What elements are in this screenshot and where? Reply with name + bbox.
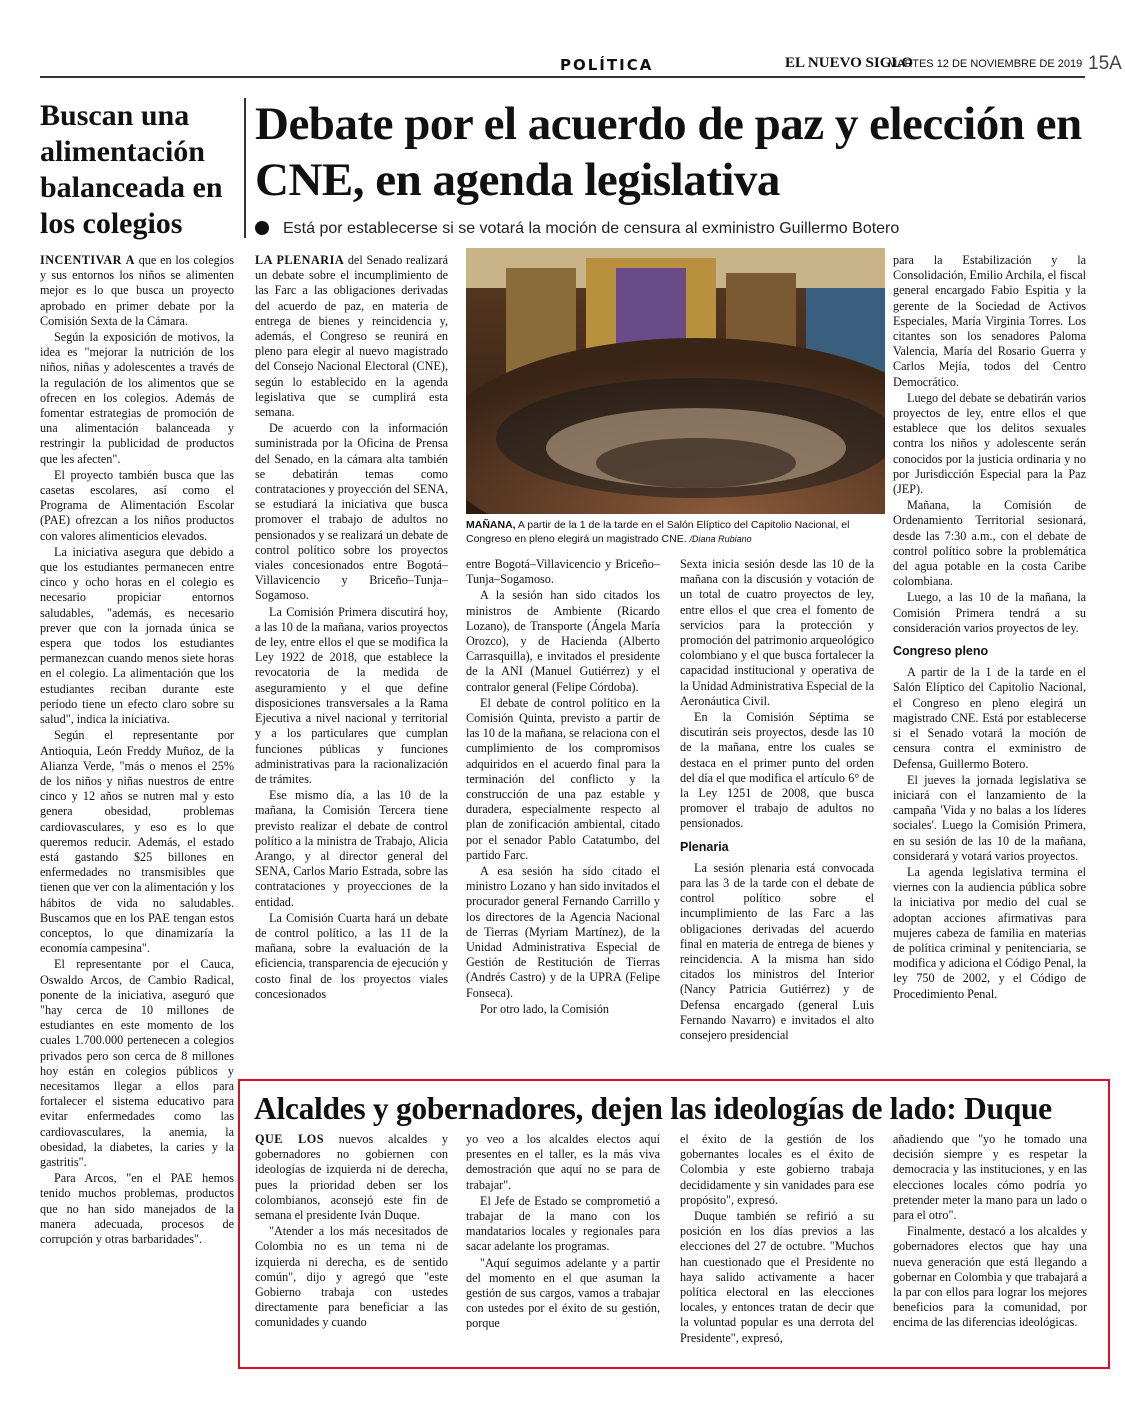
- paragraph: Luego, a las 10 de la mañana, la Comisión Primera tendrá a su consideración varios proyectos de ley.: [893, 590, 1086, 635]
- paragraph: El jueves la jornada legislativa se iniciará con el lanzamiento de la campaña 'Vida y no balas a los líderes sociales'. Luego la Comisión Primera, en su sesión de las 10 de la mañana, considerará y votará varios proyectos.: [893, 772, 1086, 863]
- paragraph: El Jefe de Estado se comprometió a trabajar de la mano con los mandatarios locales y regionales para sacar adelante los programas.: [466, 1193, 660, 1254]
- newspaper-name: EL NUEVO SIGLO: [785, 55, 914, 71]
- main-article-headline: Debate por el acuerdo de paz y elección en CNE, en agenda legislativa: [255, 98, 1082, 206]
- left-article-headline: Buscan una alimentación balanceada en los colegios: [40, 99, 223, 240]
- paragraph: Sexta inicia sesión desde las 10 de la mañana con la discusión y votación de un total de cuatro proyectos de ley, entre ellos el que crea el fomento de servicios para la protección y promoción del patrimonio arqueológico colombiano y el que busca fortalecer la capacidad institucional y operativa de la Unidad Administrativa Especial de la Aeronáutica Civil.: [680, 557, 874, 708]
- paragraph: Luego del debate se debatirán varios proyectos de ley, entre ellos el que establece que los delitos sexuales contra los niños y adolescente serán conocidos por la justicia ordinaria y no por Jurisdicción Especial para la Paz (JEP).: [893, 390, 1086, 497]
- page-header: [40, 53, 1122, 78]
- paragraph: La Comisión Primera discutirá hoy, a las 10 de la mañana, varios proyectos de ley, entre ellos el que se modifica la Ley 1922 de 2018, que establece la revocatoria de la medida de aseguramiento y el que define disposiciones transversales a la Rama Ejecutiva a nivel nacional y territorial y a los particulares que cumplan funciones públicas y funciones administrativas para la racionalización de trámites.: [255, 604, 448, 786]
- boxed-article-column-1: [255, 1132, 448, 1332]
- paragraph: QUE LOS nuevos alcaldes y gobernadores no gobiernen con ideologías de izquierda ni de derecha, pues la prioridad deben ser los colombianos, aconsejó este fin de semana el presidente Iván Duque.: [255, 1132, 448, 1223]
- left-article-body: [40, 253, 234, 1248]
- paragraph: El proyecto también busca que las casetas escolares, así como el Programa de Alimentación Escolar (PAE) ofrezcan a los niños productos con valores alimenticios elevados.: [40, 467, 234, 543]
- paragraph: "Atender a los más necesitados de Colombia no es un tema ni de izquierda ni derecha, es de sentido común", dijo y agregó que "este Gobierno trabaja con ustedes directamente para beneficiar a las comunidades y cuando: [255, 1224, 448, 1330]
- paragraph: La sesión plenaria está convocada para las 3 de la tarde con el debate de control político sobre el incumplimiento de las Farc a las obligaciones derivadas del acuerdo final en materia de entrega de bienes y reincidencia. A la misma han sido citados los ministros del Interior (Nancy Patricia Gutiérrez) y de Defensa encargado (general Luis Fernando Navarro) e invitados el alto consejero presidencial: [680, 860, 874, 1043]
- paragraph: INCENTIVAR A que en los colegios y sus entornos los niños se alimenten mejor es lo que busca un proyecto aprobado en primer debate por la Comisión Sexta de la Cámara.: [40, 253, 234, 328]
- photo-caption: MAÑANA, A partir de la 1 de la tarde en el Salón Elíptico del Capitolio Nacional, el Congreso en pleno elegirá un magistrado CNE. /Diana Rubiano: [466, 519, 850, 545]
- paragraph: En la Comisión Séptima se discutirán seis proyectos, desde las 10 de la mañana, entre los cuales se destaca en el primer punto del orden del día el que modifica el artículo 6° de la Ley 1251 de 2008, que busca promover el trabajo de adultos no pensionados.: [680, 710, 874, 831]
- main-article-column-3: [680, 557, 874, 1044]
- subhead-text: Está por establecerse si se votará la moción de censura al exministro Guillermo Botero: [283, 220, 900, 237]
- subheading: Congreso pleno: [893, 644, 989, 659]
- boxed-article-column-2: [466, 1132, 660, 1333]
- paragraph: LA PLENARIA del Senado realizará un debate sobre el incumplimiento de las Farc a las obligaciones derivadas del acuerdo de paz, en materia de entrega de bienes y reincidencia y, además, el Congreso se reunirá en pleno para elegir al nuevo magistrado del Consejo Nacional Electoral (CNE), según lo establecido en la agenda legislativa que se cumplirá esta semana.: [255, 253, 448, 420]
- lead-words: QUE LOS: [255, 1132, 325, 1146]
- issue-date: MARTES 12 DE NOVIEMBRE DE 2019: [888, 58, 1083, 70]
- paragraph: yo veo a los alcaldes electos aquí presentes en el taller, es la más viva demostración que aquí no se para de trabajar".: [466, 1132, 660, 1192]
- bullet-icon: [255, 221, 269, 235]
- main-article-column-2: [466, 557, 660, 1018]
- lead-words: INCENTIVAR A: [40, 253, 135, 267]
- paragraph: A partir de la 1 de la tarde en el Salón Elíptico del Capitolio Nacional, el Congreso en pleno elegirá un magistrado CNE. Está por establecerse si el Senado votará la moción de censura contra el exministro de Defensa, Guillermo Botero.: [893, 665, 1086, 771]
- boxed-article-headline: Alcaldes y gobernadores, dejen las ideologías de lado: Duque: [254, 1091, 1052, 1126]
- paragraph: Finalmente, destacó a los alcaldes y gobernadores electos que hay una nueva generación que está llegando a gobernar en Colombia y que trabajará a la par con ellos para lograr los mejores beneficios para la comunidad, por encima de las diferencias ideológicas.: [893, 1224, 1087, 1330]
- paragraph: "Aquí seguimos adelante y a partir del momento en el que asuman la gestión de sus cargos, vamos a trabajar con ustedes por el éxito de su gestión, porque: [466, 1255, 660, 1331]
- page-number: 15A: [1088, 53, 1122, 74]
- headline-divider: [244, 98, 246, 238]
- photo-credit: /Diana Rubiano: [689, 534, 752, 544]
- boxed-article-column-4: [893, 1132, 1087, 1332]
- lead-words: LA PLENARIA: [255, 253, 345, 267]
- section-name: POLÍTICA: [560, 56, 654, 74]
- main-article-column-4: [893, 253, 1086, 1003]
- paragraph: La iniciativa asegura que debido a que los estudiantes permanecen entre cinco y ocho horas en el colegio es necesario propiciar entornos saludables, "además, es necesario prever que con la jornada única se espera que todos los estudiantes permanezcan cuando menos siete horas en el colegio. La alimentación que los estudiantes reciban durante este período tiene un efecto claro sobre su salud", indica la iniciativa.: [40, 544, 234, 727]
- paragraph: A la sesión han sido citados los ministros de Ambiente (Ricardo Lozano), de Transporte (Ángela María Orozco), y de Hacienda (Alberto Carrasquilla), e invitados el presidente de la ANI (Manuel Gutiérrez) y el contralor general (Felipe Córdoba).: [466, 588, 660, 694]
- main-article-subhead: [255, 220, 1095, 238]
- paragraph: el éxito de la gestión de los gobernantes locales es el éxito de Colombia y este gobierno trabaja decididamente y sin vanidades para ese propósito", expresó.: [680, 1132, 874, 1207]
- paragraph: Para Arcos, "en el PAE hemos tenido muchos problemas, productos que no han sido manejados de la manera adecuada, procesos de corrupción y otras barbaridades".: [40, 1171, 234, 1246]
- paragraph: añadiendo que "yo he tomado una decisión siempre y es respetar la democracia y las instituciones, y en las elecciones locales cómo podría yo pretender meter la mano para un lado o para el otro".: [893, 1132, 1087, 1223]
- boxed-article-column-3: [680, 1132, 874, 1347]
- paragraph: Según la exposición de motivos, la idea es "mejorar la nutrición de los niños, niñas y adolescentes a través de la regulación de los alimentos que se ofrecen en los colegios. Además de fomentar estrategias de promoción de una alimentación balanceada y restringir la publicidad de productos que les afecten".: [40, 330, 234, 466]
- main-article-column-1: [255, 253, 448, 1003]
- paragraph: De acuerdo con la información suministrada por la Oficina de Prensa del Senado, en la cámara alta también se debatirán temas como contrataciones y proyección del SENA, se estudiará la iniciativa que busca promover el trabajo de adultos no pensionados y se realizará un debate de control político sobre los proyectos viales concesionados entre Bogotá–Villavicencio y Briceño–Tunja–Sogamoso.: [255, 421, 448, 603]
- paragraph: El debate de control político en la Comisión Quinta, previsto a partir de las 10 de la mañana, se relaciona con el cumplimiento de los compromisos adquiridos en el acuerdo final para la terminación del conflicto y la construcción de una paz estable y duradera, especialmente respecto al plan de zonificación ambiental, citado por el senador Pablo Catatumbo, del partido Farc.: [466, 695, 660, 862]
- paragraph: entre Bogotá–Villavicencio y Briceño–Tunja–Sogamoso.: [466, 557, 660, 587]
- paragraph: Mañana, la Comisión de Ordenamiento Territorial sesionará, desde las 7:30 a.m., con el debate de control político sobre la problemática del agua potable en la costa Caribe colombiana.: [893, 498, 1086, 589]
- paragraph: La Comisión Cuarta hará un debate de control político, a las 11 de la mañana, sobre la evaluación de la eficiencia, transparencia de ejecución y costo final de los proyectos viales concesionados: [255, 910, 448, 1001]
- subheading: Plenaria: [680, 839, 729, 854]
- congress-hall-image: [466, 248, 885, 514]
- paragraph: Según el representante por Antioquia, León Freddy Muñoz, de la Alianza Verde, "más o menos el 25% de los niños y niñas nuestros de entre cinco y 12 años se nutren mal y esto genera obesidad, problemas cardiovasculares, y eso es lo que queremos reducir. Además, el estado está gastando $25 billones en enfermedades no transmisibles que tienen que ver con la alimentación y los hábitos de vida no saludables. Buscamos que en los PAE tengan estos conceptos, lo que dinamizaría la economía campesina".: [40, 728, 234, 956]
- paragraph: El representante por el Cauca, Oswaldo Arcos, de Cambio Radical, ponente de la iniciativa, aseguró que "hay cerca de 10 millones de estudiantes en este momento de los cuales 1.700.000 pertenecen a colegios privados pero son cerca de 8 millones hoy están en colegios públicos y necesitamos llegar a ellos para fortalecer el sistema educativo para evitar enfermedades como las cardiovasculares, la anemia, la obesidad, la diabetes, la caries y la gastritis".: [40, 957, 234, 1169]
- paragraph: Ese mismo día, a las 10 de la mañana, la Comisión Tercera tiene previsto realizar el debate de control político a la ministra de Trabajo, Alicia Arango, y al director general del SENA, Carlos Mario Estrada, sobre las contrataciones y proyecciones de la entidad.: [255, 788, 448, 909]
- paragraph: para la Estabilización y la Consolidación, Emilio Archila, el fiscal general encargado Fabio Espitia y la gerente de la Sociedad de Activos Especiales, María Virginia Torres. Los citantes son los senadores Paloma Valencia, María del Rosario Guerra y Carlos Mejía, todos del Centro Democrático.: [893, 253, 1086, 389]
- paragraph: Por otro lado, la Comisión: [480, 1001, 609, 1016]
- paragraph: La agenda legislativa termina el viernes con la audiencia pública sobre la iniciativa por medio del cual se adoptan acciones afirmativas para mujeres cabeza de familia en materias de política criminal y penitenciaria, se modifica y adiciona el Código Penal, la ley 750 de 2002, y el Código de Procedimiento Penal.: [893, 864, 1086, 1001]
- paragraph: A esa sesión ha sido citado el ministro Lozano y han sido invitados el procurador general Fernando Carrillo y los directores de la Agencia Nacional de Tierras (Myriam Martínez), de la Unidad Administrativa Especial de Gestión de Restitución de Tierras (Andrés Castro) y de la UPRA (Felipe Fonseca).: [466, 864, 660, 1000]
- congress-photo: [466, 248, 885, 514]
- paragraph: Duque también se refirió a su posición en los días previos a las elecciones del 27 de octubre. "Muchos han cuestionado que el Presidente no haya salido activamente a hacer política electoral en las elecciones locales, y entonces tratan de decir que la voluntad popular es una derrota del Presidente", expresó,: [680, 1209, 874, 1345]
